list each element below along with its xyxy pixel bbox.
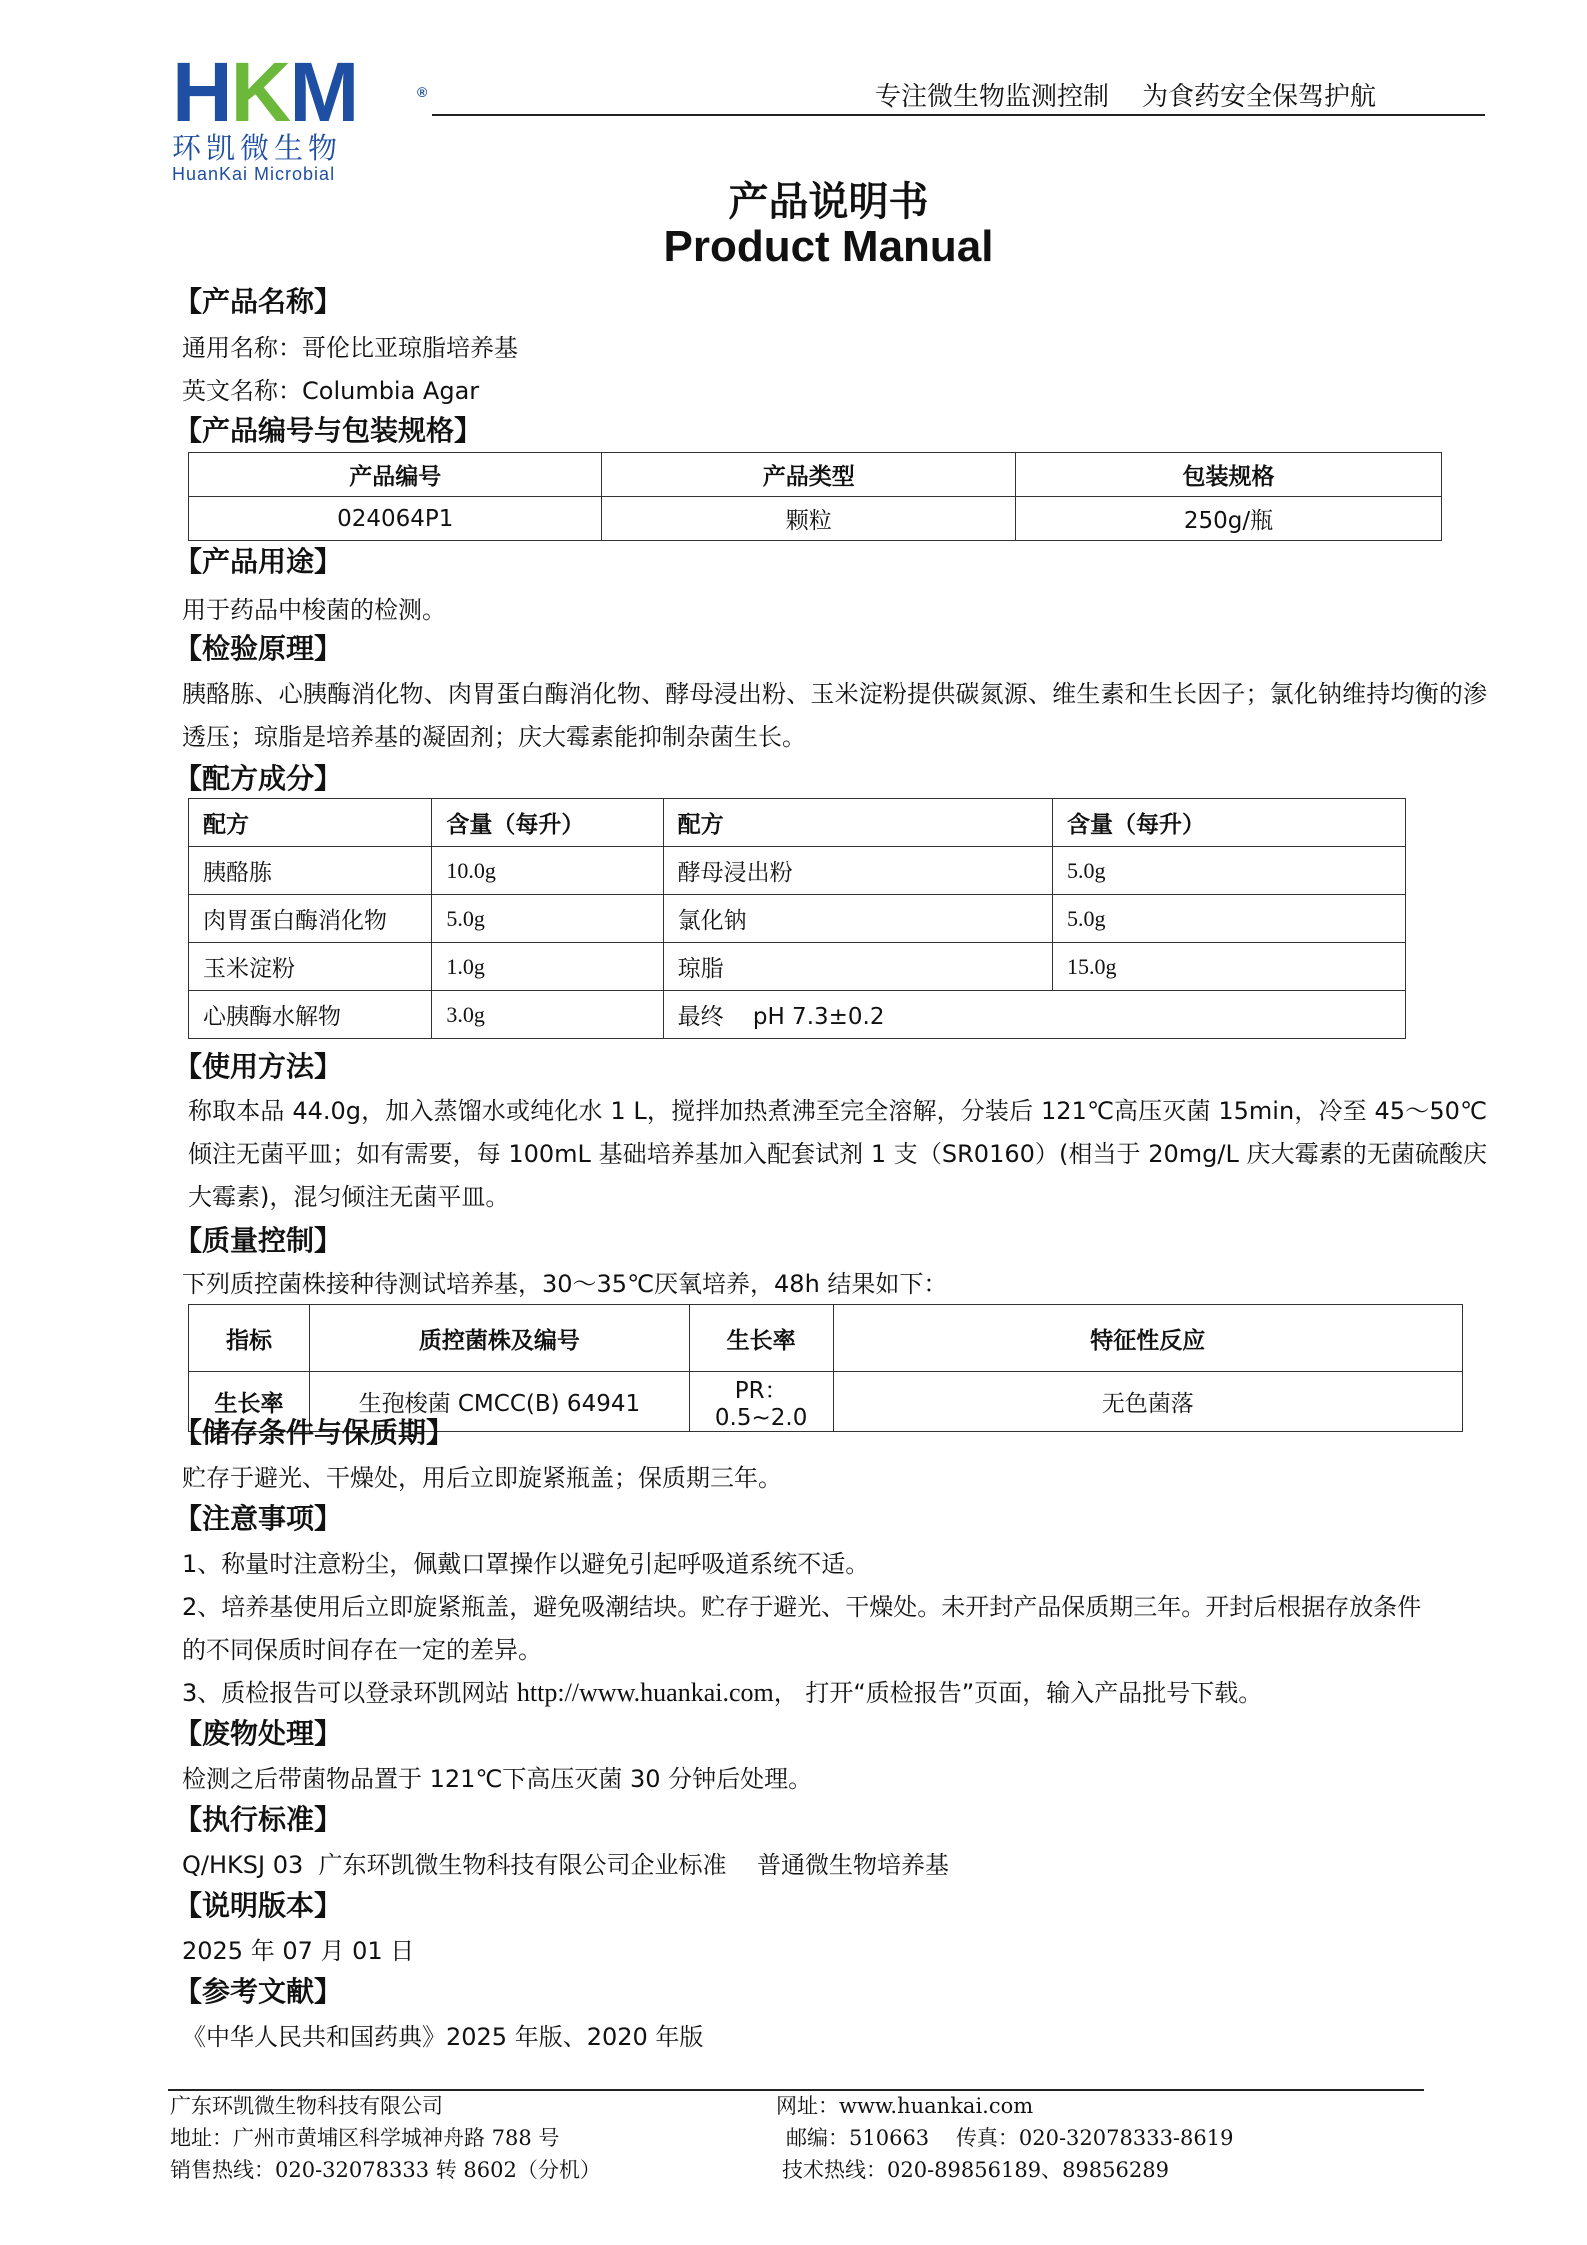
- logo-mark: [172, 45, 442, 139]
- standard-text: Q/HKSJ 03 广东环凯微生物科技有限公司企业标准 普通微生物培养基: [182, 1851, 950, 1879]
- formula-cell: 5.0g: [432, 895, 663, 943]
- website-link[interactable]: http://www.huankai.com: [516, 1678, 774, 1707]
- final-ph: 最终 pH 7.3±0.2: [663, 991, 1405, 1039]
- formula-cell: 1.0g: [432, 943, 663, 991]
- formula-cell: 琼脂: [663, 943, 1052, 991]
- note-3: [182, 1678, 1262, 1708]
- footer-postcode-fax: 邮编：510663 传真：020-32078333-8619: [786, 2126, 1234, 2150]
- formula-header-ingredient-2: 配方: [663, 799, 1052, 847]
- section-heading-disposal: 【废物处理】: [174, 1717, 343, 1750]
- section-heading-name: 【产品名称】: [174, 285, 343, 318]
- reference-text: 《中华人民共和国药典》2025 年版、2020 年版: [182, 2023, 704, 2051]
- disposal-text: 检测之后带菌物品置于 121℃下高压灭菌 30 分钟后处理。: [182, 1765, 813, 1793]
- spec-header-package: 包装规格: [1015, 453, 1441, 497]
- method-text: 称取本品 44.0g，加入蒸馏水或纯化水 1 L，搅拌加热煮沸至完全溶解，分装后 121℃高压灭菌 15min，冷至 45～50℃倾注无菌平皿；如有需要，每 100mL 基础培养基加入配套试剂 1 支（SR0160）(相当于 20mg/L 庆大霉素的无菌硫酸庆大霉素)，混匀倾注无菌平皿。: [188, 1097, 1487, 1211]
- table-row: [189, 497, 1442, 541]
- qc-reaction: 无色菌落: [833, 1372, 1462, 1432]
- footer-tech-hotline: 技术热线：020-89856189、89856289: [782, 2158, 1169, 2182]
- formula-cell: 玉米淀粉: [189, 943, 432, 991]
- table-row: [189, 943, 1406, 991]
- qc-intro: 下列质控菌株接种待测试培养基，30～35℃厌氧培养，48h 结果如下：: [182, 1270, 948, 1298]
- section-heading-reference: 【参考文献】: [174, 1975, 343, 2008]
- formula-cell: 酵母浸出粉: [663, 847, 1052, 895]
- qc-table: [188, 1304, 1463, 1432]
- spec-type: 颗粒: [602, 497, 1015, 541]
- formula-cell: 胰酪胨: [189, 847, 432, 895]
- section-heading-notes: 【注意事项】: [174, 1502, 343, 1535]
- section-heading-formula: 【配方成分】: [174, 762, 343, 795]
- header-slogan: 专注微生物监测控制 为食药安全保驾护航: [875, 82, 1377, 112]
- note-3-text-end: ， 打开“质检报告”页面，输入产品批号下载。: [773, 1679, 1263, 1707]
- section-heading-qc: 【质量控制】: [174, 1224, 343, 1257]
- qc-indicator: 生长率: [189, 1372, 310, 1432]
- qc-growth-rate: PR：0.5~2.0: [689, 1372, 833, 1432]
- formula-cell: 15.0g: [1053, 943, 1406, 991]
- spec-table: [188, 452, 1442, 541]
- registered-icon: ®: [417, 84, 426, 100]
- section-heading-usage: 【产品用途】: [174, 545, 343, 578]
- company-logo: [172, 45, 442, 184]
- qc-header-indicator: 指标: [189, 1305, 310, 1372]
- principle-text: 胰酪胨、心胰酶消化物、肉胃蛋白酶消化物、酵母浸出粉、玉米淀粉提供碳氮源、维生素和生长因子；氯化钠维持均衡的渗透压；琼脂是培养基的凝固剂；庆大霉素能抑制杂菌生长。: [182, 680, 1487, 751]
- formula-header-ingredient: 配方: [189, 799, 432, 847]
- logo-text: HKM: [172, 45, 358, 139]
- page-title-en: Product Manual: [663, 222, 994, 271]
- section-heading-storage: 【储存条件与保质期】: [174, 1416, 455, 1449]
- table-row: [189, 895, 1406, 943]
- logo-chinese-name: 环凯微生物: [172, 131, 343, 165]
- qc-strain: 生孢梭菌 CMCC(B) 64941: [310, 1372, 690, 1432]
- qc-header-strain: 质控菌株及编号: [310, 1305, 690, 1372]
- formula-cell: 肉胃蛋白酶消化物: [189, 895, 432, 943]
- qc-header-reaction: 特征性反应: [833, 1305, 1462, 1372]
- note-1: 1、称量时注意粉尘，佩戴口罩操作以避免引起呼吸道系统不适。: [182, 1550, 870, 1578]
- footer-sales-hotline: 销售热线：020-32078333 转 8602（分机）: [170, 2158, 601, 2182]
- general-name: 通用名称：哥伦比亚琼脂培养基: [182, 334, 518, 362]
- section-heading-method: 【使用方法】: [174, 1050, 343, 1083]
- table-row: [189, 991, 1406, 1039]
- formula-cell: 5.0g: [1053, 895, 1406, 943]
- formula-cell: 心胰酶水解物: [189, 991, 432, 1039]
- formula-cell: 3.0g: [432, 991, 663, 1039]
- note-2a: 2、培养基使用后立即旋紧瓶盖，避免吸潮结块。贮存于避光、干燥处。未开封产品保质期三年。开封后根据存放条件: [182, 1593, 1422, 1621]
- spec-package: 250g/瓶: [1015, 497, 1441, 541]
- table-row: [189, 847, 1406, 895]
- footer-website: 网址：www.huankai.com: [776, 2094, 1034, 2118]
- spec-header-type: 产品类型: [602, 453, 1015, 497]
- section-heading-principle: 【检验原理】: [174, 632, 343, 665]
- storage-text: 贮存于避光、干燥处，用后立即旋紧瓶盖；保质期三年。: [182, 1464, 782, 1492]
- section-heading-spec: 【产品编号与包装规格】: [174, 414, 483, 447]
- spec-code: 024064P1: [189, 497, 602, 541]
- note-2b: 的不同保质时间存在一定的差异。: [182, 1636, 542, 1664]
- logo-english-name: HuanKai Microbial: [172, 164, 336, 184]
- footer-address: 地址：广州市黄埔区科学城神舟路 788 号: [170, 2126, 560, 2150]
- english-name: 英文名称：Columbia Agar: [182, 377, 480, 405]
- qc-header-growth: 生长率: [689, 1305, 833, 1372]
- usage-text: 用于药品中梭菌的检测。: [182, 596, 446, 624]
- formula-header-amount: 含量（每升）: [432, 799, 663, 847]
- header-divider: [432, 114, 1485, 116]
- section-heading-version: 【说明版本】: [174, 1889, 343, 1922]
- footer-company: 广东环凯微生物科技有限公司: [170, 2094, 443, 2118]
- formula-table: [188, 798, 1406, 1039]
- formula-cell: 氯化钠: [663, 895, 1052, 943]
- note-3-text: 3、质检报告可以登录环凯网站: [182, 1679, 517, 1707]
- formula-cell: 10.0g: [432, 847, 663, 895]
- spec-header-code: 产品编号: [189, 453, 602, 497]
- formula-cell: 5.0g: [1053, 847, 1406, 895]
- version-text: 2025 年 07 月 01 日: [182, 1937, 415, 1965]
- section-heading-standard: 【执行标准】: [174, 1803, 343, 1836]
- page-title-cn: 产品说明书: [728, 179, 929, 225]
- formula-header-amount-2: 含量（每升）: [1053, 799, 1406, 847]
